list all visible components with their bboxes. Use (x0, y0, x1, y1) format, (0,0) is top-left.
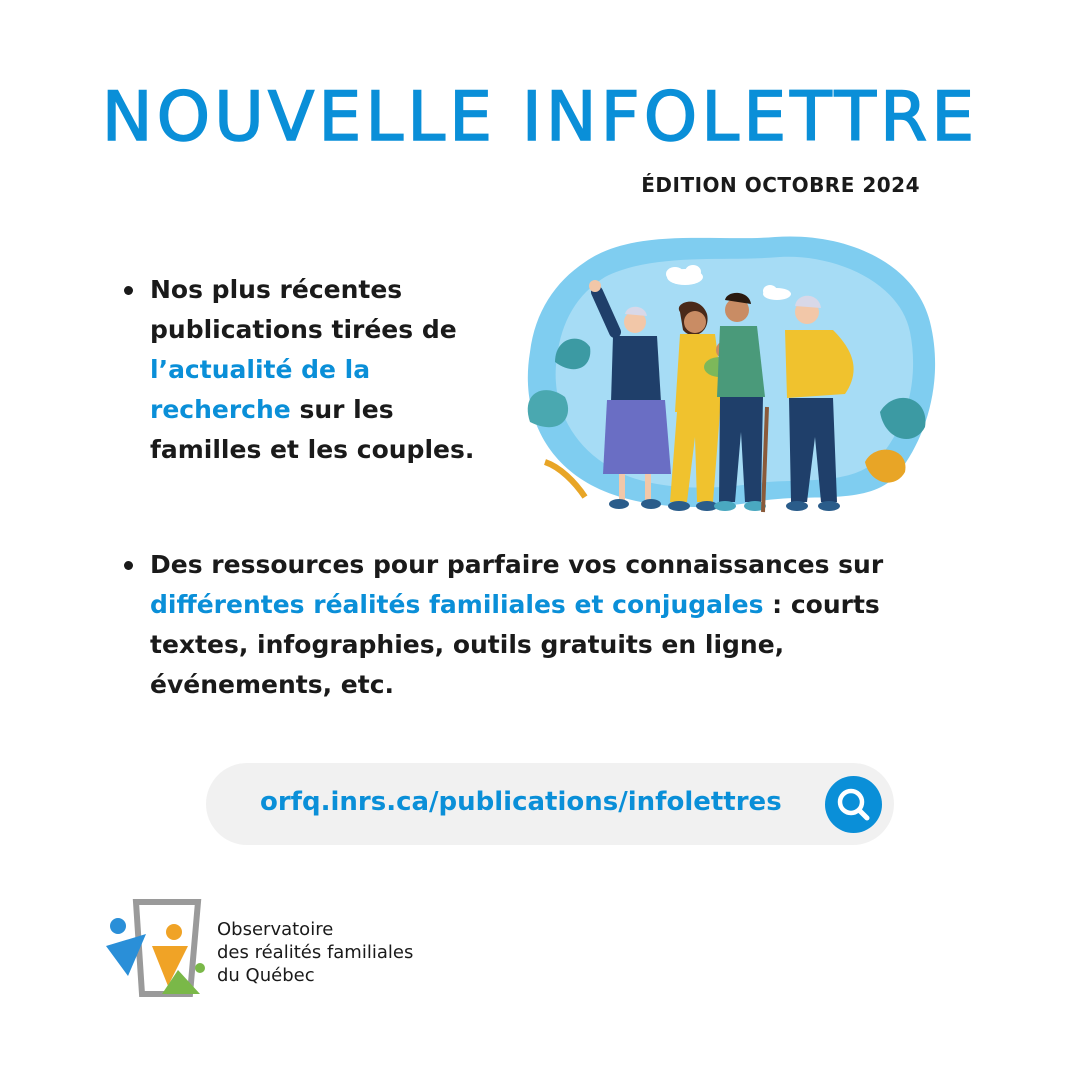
orfq-logo (106, 898, 206, 998)
bullet-text-before: Des ressources pour parfaire vos connaissances sur (150, 550, 884, 579)
link-actualite-recherche[interactable]: l’actualité de la recherche (150, 355, 371, 424)
org-name-line: Observatoire (217, 919, 334, 940)
org-name-line: du Québec (217, 965, 315, 986)
search-button[interactable] (825, 776, 882, 833)
org-name-line: des réalités familiales (217, 942, 414, 963)
family-illustration (515, 222, 945, 522)
bullet-dot (124, 286, 133, 295)
search-bar[interactable] (206, 763, 894, 845)
bullet-text-after: : courts textes, infographies, outils gratuits en ligne, événements, etc. (150, 590, 880, 699)
bullet-text-after: sur les familles et les couples. (150, 395, 475, 464)
search-icon (825, 776, 882, 833)
org-name (217, 918, 413, 987)
page-title: NOUVELLE INFOLETTRE (101, 78, 979, 157)
bullet-ressources (150, 545, 970, 705)
bullet-publications (150, 270, 510, 470)
bullet-dot (124, 561, 133, 570)
search-url-text[interactable]: orfq.inrs.ca/publications/infolettres (260, 787, 782, 817)
edition-label: ÉDITION OCTOBRE 2024 (641, 173, 920, 197)
bullet-text-before: Nos plus récentes publications tirées de (150, 275, 457, 344)
link-realites-familiales[interactable]: différentes réalités familiales et conjugales (150, 590, 764, 619)
